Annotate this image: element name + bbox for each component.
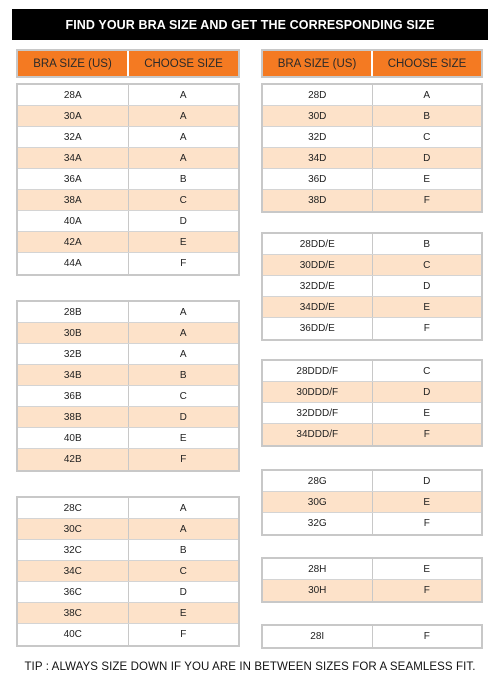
- bra-size-cell: 32B: [63, 348, 82, 360]
- choose-size-cell: B: [372, 234, 482, 254]
- table-row: [18, 561, 238, 582]
- bra-size-cell: 30H: [308, 585, 327, 596]
- header-choose-size: CHOOSE SIZE: [127, 51, 238, 76]
- table-row: [263, 471, 481, 492]
- choose-size-cell: F: [372, 626, 482, 647]
- choose-size-cell: F: [128, 253, 239, 274]
- bra-size-cell: 32D: [308, 131, 327, 143]
- table-row: [18, 344, 238, 365]
- table-row: [18, 169, 238, 190]
- choose-size-cell: E: [372, 169, 482, 189]
- choose-size-cell: A: [128, 148, 239, 168]
- choose-size-cell: C: [128, 386, 239, 406]
- choose-size-cell: E: [128, 232, 239, 252]
- bra-size-cell: 28DD/E: [299, 238, 335, 250]
- choose-size-cell: C: [372, 255, 482, 275]
- choose-size-cell: F: [372, 424, 482, 445]
- table-row: [263, 255, 481, 276]
- size-block-a: [16, 83, 240, 276]
- bra-size-cell: 32C: [63, 544, 82, 556]
- table-row: [18, 190, 238, 211]
- choose-size-cell: D: [372, 382, 482, 402]
- bra-size-cell: 38A: [63, 194, 82, 206]
- table-row: [18, 148, 238, 169]
- size-block-i: [261, 624, 483, 649]
- table-row: [263, 190, 481, 211]
- choose-size-cell: F: [372, 190, 482, 211]
- table-row: [263, 234, 481, 255]
- bra-size-cell: 34DD/E: [299, 301, 335, 313]
- choose-size-cell: A: [128, 498, 239, 518]
- table-row: [263, 169, 481, 190]
- table-row: [18, 428, 238, 449]
- table-row: [18, 253, 238, 274]
- choose-size-cell: C: [128, 561, 239, 581]
- table-row: [18, 449, 238, 470]
- choose-size-cell: A: [128, 106, 239, 126]
- bra-size-cell: 34B: [63, 369, 82, 381]
- choose-size-cell: F: [128, 624, 239, 645]
- choose-size-cell: C: [372, 127, 482, 147]
- table-row: [263, 85, 481, 106]
- choose-size-cell: C: [128, 190, 239, 210]
- bra-size-cell: 36B: [63, 390, 82, 402]
- choose-size-cell: A: [128, 127, 239, 147]
- choose-size-cell: A: [128, 302, 239, 322]
- table-row: [18, 407, 238, 428]
- table-row: [263, 318, 481, 339]
- table-row: [18, 232, 238, 253]
- choose-size-cell: B: [128, 169, 239, 189]
- table-row: [18, 365, 238, 386]
- table-row: [18, 540, 238, 561]
- choose-size-cell: F: [372, 580, 482, 601]
- bra-size-cell: 32DD/E: [299, 280, 335, 292]
- bra-size-cell: 30DDD/F: [296, 386, 339, 398]
- choose-size-cell: F: [372, 318, 482, 339]
- bra-size-cell: 32G: [307, 518, 327, 529]
- table-row: [263, 297, 481, 318]
- bra-size-cell: 34C: [63, 565, 82, 577]
- bra-size-cell: 30C: [63, 523, 82, 535]
- bra-size-cell: 28D: [308, 89, 327, 101]
- table-row: [18, 323, 238, 344]
- bra-size-cell: 42A: [63, 236, 82, 248]
- table-row: [18, 498, 238, 519]
- bra-size-cell: 28DDD/F: [296, 365, 339, 377]
- bra-size-cell: 36A: [63, 173, 82, 185]
- table-row: [18, 519, 238, 540]
- choose-size-cell: D: [128, 407, 239, 427]
- bra-size-cell: 28B: [63, 306, 82, 318]
- table-row: [263, 626, 481, 647]
- header-bra-size: BRA SIZE (US): [263, 51, 371, 76]
- table-row: [263, 382, 481, 403]
- choose-size-cell: B: [372, 106, 482, 126]
- table-row: [18, 106, 238, 127]
- bra-size-cell: 40B: [63, 432, 82, 444]
- table-row: [18, 127, 238, 148]
- bra-size-cell: 34D: [308, 152, 327, 164]
- table-row: [18, 302, 238, 323]
- table-row: [263, 580, 481, 601]
- table-row: [18, 582, 238, 603]
- table-row: [18, 85, 238, 106]
- bra-size-cell: 42B: [63, 454, 82, 465]
- choose-size-cell: E: [372, 297, 482, 317]
- choose-size-cell: D: [372, 276, 482, 296]
- table-row: [18, 603, 238, 624]
- size-block-h: [261, 557, 483, 603]
- table-row: [263, 127, 481, 148]
- page-title: FIND YOUR BRA SIZE AND GET THE CORRESPONDING SIZE: [12, 9, 488, 40]
- bra-size-cell: 34A: [63, 152, 82, 164]
- header-bra-size: BRA SIZE (US): [18, 51, 127, 76]
- choose-size-cell: A: [372, 85, 482, 105]
- bra-size-cell: 38B: [63, 411, 82, 423]
- choose-size-cell: E: [372, 559, 482, 579]
- table-row: [18, 624, 238, 645]
- table-row: [18, 211, 238, 232]
- size-block-dd: [261, 232, 483, 341]
- choose-size-cell: C: [372, 361, 482, 381]
- header-choose-size: CHOOSE SIZE: [371, 51, 481, 76]
- choose-size-cell: F: [372, 513, 482, 534]
- bra-size-cell: 28C: [63, 502, 82, 514]
- table-row: [263, 106, 481, 127]
- bra-size-cell: 30A: [63, 110, 82, 122]
- bra-size-cell: 28H: [308, 563, 327, 575]
- choose-size-cell: B: [128, 540, 239, 560]
- table-row: [263, 424, 481, 445]
- bra-size-cell: 36D: [308, 173, 327, 185]
- bra-size-cell: 30DD/E: [299, 259, 335, 271]
- bra-size-cell: 44A: [63, 258, 82, 269]
- choose-size-cell: A: [128, 344, 239, 364]
- table-row: [263, 513, 481, 534]
- size-block-c: [16, 496, 240, 647]
- right-table-header: [261, 49, 483, 78]
- table-row: [18, 386, 238, 407]
- bra-size-cell: 30G: [307, 496, 327, 508]
- bra-size-cell: 28I: [310, 631, 325, 642]
- bra-size-cell: 36DD/E: [299, 323, 335, 334]
- choose-size-cell: E: [372, 403, 482, 423]
- choose-size-cell: D: [372, 471, 482, 491]
- bra-size-cell: 38D: [308, 195, 327, 206]
- choose-size-cell: B: [128, 365, 239, 385]
- table-row: [263, 403, 481, 424]
- bra-size-cell: 34DDD/F: [296, 429, 339, 440]
- bra-size-cell: 30D: [308, 110, 327, 122]
- table-row: [263, 361, 481, 382]
- choose-size-cell: E: [372, 492, 482, 512]
- bra-size-cell: 40A: [63, 215, 82, 227]
- bra-size-cell: 28G: [307, 475, 327, 487]
- choose-size-cell: E: [128, 603, 239, 623]
- bra-size-cell: 30B: [63, 327, 82, 339]
- table-row: [263, 492, 481, 513]
- left-table-header: [16, 49, 240, 78]
- table-row: [263, 276, 481, 297]
- size-block-g: [261, 469, 483, 536]
- table-row: [263, 559, 481, 580]
- choose-size-cell: D: [128, 582, 239, 602]
- size-block-b: [16, 300, 240, 472]
- choose-size-cell: A: [128, 519, 239, 539]
- bra-size-cell: 40C: [63, 629, 82, 640]
- choose-size-cell: A: [128, 85, 239, 105]
- choose-size-cell: E: [128, 428, 239, 448]
- bra-size-cell: 38C: [63, 607, 82, 619]
- bra-size-cell: 36C: [63, 586, 82, 598]
- choose-size-cell: D: [372, 148, 482, 168]
- bra-size-cell: 32A: [63, 131, 82, 143]
- choose-size-cell: A: [128, 323, 239, 343]
- table-row: [263, 148, 481, 169]
- size-block-d: [261, 83, 483, 213]
- bra-size-cell: 32DDD/F: [296, 407, 339, 419]
- choose-size-cell: D: [128, 211, 239, 231]
- tip-text: TIP : ALWAYS SIZE DOWN IF YOU ARE IN BETWEEN SIZES FOR A SEAMLESS FIT.: [24, 661, 476, 673]
- bra-size-cell: 28A: [63, 89, 82, 101]
- choose-size-cell: F: [128, 449, 239, 470]
- size-block-ddd: [261, 359, 483, 447]
